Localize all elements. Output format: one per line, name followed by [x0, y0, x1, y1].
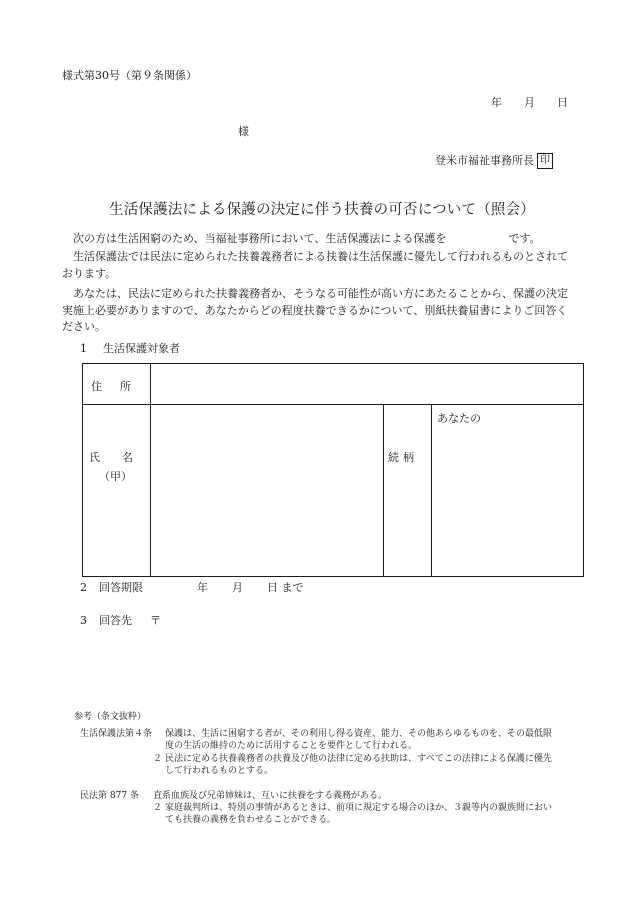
deadline-month: 月	[232, 581, 243, 594]
sender-line	[435, 152, 553, 169]
section3-label: 回答先	[99, 614, 132, 627]
recipient-suffix: 様	[238, 125, 249, 138]
article2-line1: 直系血族及び兄弟姉妹は、互いに扶養をする義務がある。	[153, 791, 388, 801]
form-number: 様式第30号（第９条関係）	[62, 69, 197, 82]
document-title: 生活保護法による保護の決定に伴う扶養の可否について（照会）	[109, 202, 536, 218]
seal-mark: 印	[537, 153, 553, 169]
section2-number: 2	[80, 581, 87, 594]
address-label	[91, 378, 131, 394]
relation-label	[388, 449, 414, 465]
date-year: 年	[491, 96, 502, 109]
section3-number: 3	[80, 614, 87, 627]
address-label-1: 住	[91, 380, 102, 393]
article1-p2-line2: して行われるものとする。	[165, 766, 274, 776]
article2-p2-num: ２	[153, 803, 163, 813]
relation-value: あなたの	[437, 412, 481, 425]
article2-head: 民法第 877 条	[80, 791, 139, 801]
section2-label: 回答期限	[99, 581, 143, 594]
table-divider-h	[83, 404, 583, 405]
paragraph-1	[62, 231, 574, 248]
p1-after: です。	[508, 232, 541, 245]
table-divider-v3	[431, 404, 432, 576]
name-label-1: 氏	[89, 451, 100, 464]
address-label-2: 所	[120, 380, 131, 393]
p1-before: 次の方は生活困窮のため、当福祉事務所において、生活保護法による保護を	[73, 232, 447, 245]
article1-line1: 保護は、生活に困窮する者が、その利用し得る資産、能力、その他あらゆるものを、その最低限	[165, 729, 553, 739]
date-month: 月	[524, 96, 535, 109]
section2-line	[80, 579, 304, 595]
sender-name: 登米市福祉事務所長	[435, 154, 534, 167]
article1-line2: 度の生活の維持のために活用することを要件として行われる。	[165, 741, 418, 751]
subject-table	[82, 363, 584, 577]
date-line	[491, 94, 568, 110]
paragraph-2: 生活保護法では民法に定められた扶養義務者による扶養は生活保護に優先して行われるものとされております。	[62, 250, 568, 280]
date-day: 日	[557, 96, 568, 109]
deadline-year: 年	[197, 581, 208, 594]
section3-line	[80, 612, 161, 628]
section1-label: 生活保護対象者	[103, 342, 180, 355]
reference-heading: 参考（条文抜粋）	[74, 712, 147, 722]
article1-p2-line1: 民法に定める扶養義務者の扶養及び他の法律に定める扶助は、すべてこの法律による保護に優先	[165, 754, 552, 764]
article1-head: 生活保護法第４条	[80, 729, 153, 739]
section1-number: 1	[80, 342, 87, 355]
table-divider-v1	[150, 364, 151, 576]
name-label	[89, 449, 133, 465]
postal-mark: 〒	[150, 614, 161, 627]
article2-p2-line2: ても扶養の義務を負わせることができる。	[165, 815, 337, 825]
section1-heading	[80, 340, 180, 356]
article1-p2-num: ２	[153, 754, 163, 764]
article2-p2-line1: 家庭裁判所は、特別の事情があるときは、前項に規定する場合のほか、３親等内の親族間におい	[165, 803, 553, 813]
name-label-2: 名	[122, 451, 133, 464]
deadline-day-until: 日 まで	[267, 581, 304, 594]
relation-label-1: 続	[388, 451, 399, 464]
paragraph-3: あなたは、民法に定められた扶養義務者か、そうなる可能性が高い方にあたることから、保護の決定実施上必要がありますので、あなたからどの程度扶養できるかについて、別紙扶養届書によりご回答ください。	[62, 287, 568, 333]
table-divider-v2	[383, 404, 384, 576]
name-sub-label: （甲）	[99, 470, 132, 483]
relation-label-2: 柄	[403, 451, 414, 464]
